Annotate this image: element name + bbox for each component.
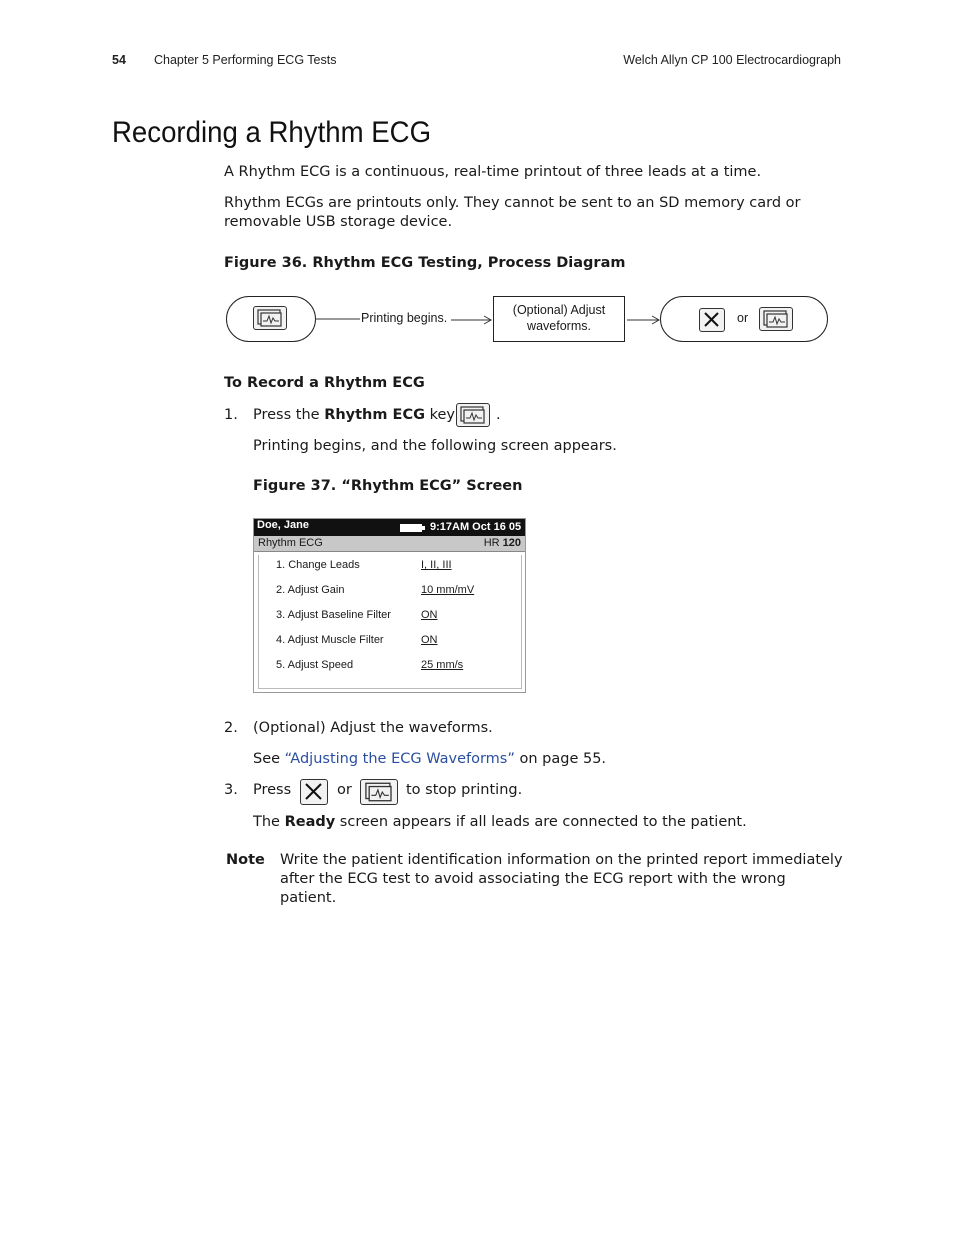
- patient-name: Doe, Jane: [257, 519, 309, 531]
- menu-value-baseline-filter[interactable]: ON: [421, 609, 438, 621]
- figure-37-caption: Figure 37. “Rhythm ECG” Screen: [253, 478, 523, 494]
- connector-line: [315, 318, 360, 320]
- page-number: 54: [112, 53, 126, 67]
- menu-item-muscle-filter[interactable]: 4. Adjust Muscle Filter: [276, 634, 384, 646]
- process-end-pill: [660, 296, 828, 342]
- arrow-icon: [627, 315, 661, 325]
- page-title: Recording a Rhythm ECG: [112, 116, 432, 149]
- menu-value-speed[interactable]: 25 mm/s: [421, 659, 464, 671]
- step-1-text: Press the Rhythm ECG key: [253, 407, 455, 423]
- menu-item-baseline-filter[interactable]: 3. Adjust Baseline Filter: [276, 609, 391, 621]
- step-1-result: Printing begins, and the following screen appears.: [253, 438, 617, 454]
- heart-rate: HR 120: [483, 537, 521, 549]
- screen-menu-area: [258, 555, 522, 689]
- step-3-text: to stop printing.: [406, 782, 523, 798]
- battery-tip: [422, 526, 425, 530]
- product-name: Welch Allyn CP 100 Electrocardiograph: [623, 53, 841, 67]
- figure-36-caption: Figure 36. Rhythm ECG Testing, Process Diagram: [224, 255, 626, 271]
- chapter-title: Chapter 5 Performing ECG Tests: [154, 53, 337, 67]
- rhythm-ecg-key-icon: [759, 307, 793, 331]
- step-3-result: The Ready screen appears if all leads are connected to the patient.: [253, 814, 747, 830]
- rhythm-ecg-key-icon: [360, 779, 398, 805]
- rhythm-ecg-key-icon: [253, 306, 287, 330]
- note-label: Note: [226, 852, 265, 868]
- screen-status-bar: [254, 536, 525, 552]
- step-1-number: 1.: [224, 407, 238, 423]
- arrow-icon: [451, 315, 493, 325]
- menu-value-leads[interactable]: I, II, III: [421, 559, 452, 571]
- menu-item-adjust-speed[interactable]: 5. Adjust Speed: [276, 659, 354, 671]
- step-2-reference: See “Adjusting the ECG Waveforms” on page 55.: [253, 751, 607, 767]
- procedure-heading: To Record a Rhythm ECG: [224, 375, 425, 391]
- or-label: or: [737, 311, 749, 325]
- step-3-or: or: [337, 782, 352, 798]
- printing-begins-label: Printing begins.: [361, 311, 448, 325]
- mode-label: Rhythm ECG: [258, 537, 323, 549]
- adjusting-waveforms-link[interactable]: “Adjusting the ECG Waveforms”: [284, 751, 515, 767]
- stop-key-icon: [699, 308, 725, 332]
- menu-value-muscle-filter[interactable]: ON: [421, 634, 438, 646]
- menu-item-adjust-gain[interactable]: 2. Adjust Gain: [276, 584, 345, 596]
- battery-icon: [400, 524, 422, 532]
- step-3-number: 3.: [224, 782, 238, 798]
- date-time: 9:17AM Oct 16 05: [430, 521, 522, 533]
- menu-item-change-leads[interactable]: 1. Change Leads: [276, 559, 360, 571]
- rhythm-ecg-key-icon: [456, 403, 490, 427]
- intro-paragraph-1: A Rhythm ECG is a continuous, real-time printout of three leads at a time.: [224, 164, 762, 180]
- rhythm-ecg-screen: [253, 518, 526, 693]
- step-2-number: 2.: [224, 720, 238, 736]
- step-3-press: Press: [253, 782, 292, 798]
- note-text: Write the patient identification information on the printed report immediately after the ECG test to avoid associating the ECG report with the wrong patient.: [280, 852, 843, 906]
- optional-adjust-box: (Optional) Adjust waveforms.: [493, 296, 625, 342]
- stop-key-icon: [300, 779, 328, 805]
- step-2-text: (Optional) Adjust the waveforms.: [253, 720, 493, 736]
- screen-title-bar: [254, 519, 525, 536]
- intro-paragraph-2: Rhythm ECGs are printouts only. They cannot be sent to an SD memory card or removable USB storage device.: [224, 195, 801, 230]
- process-start-pill: [226, 296, 316, 342]
- menu-value-gain[interactable]: 10 mm/mV: [421, 584, 475, 596]
- step-1-period: .: [496, 407, 501, 423]
